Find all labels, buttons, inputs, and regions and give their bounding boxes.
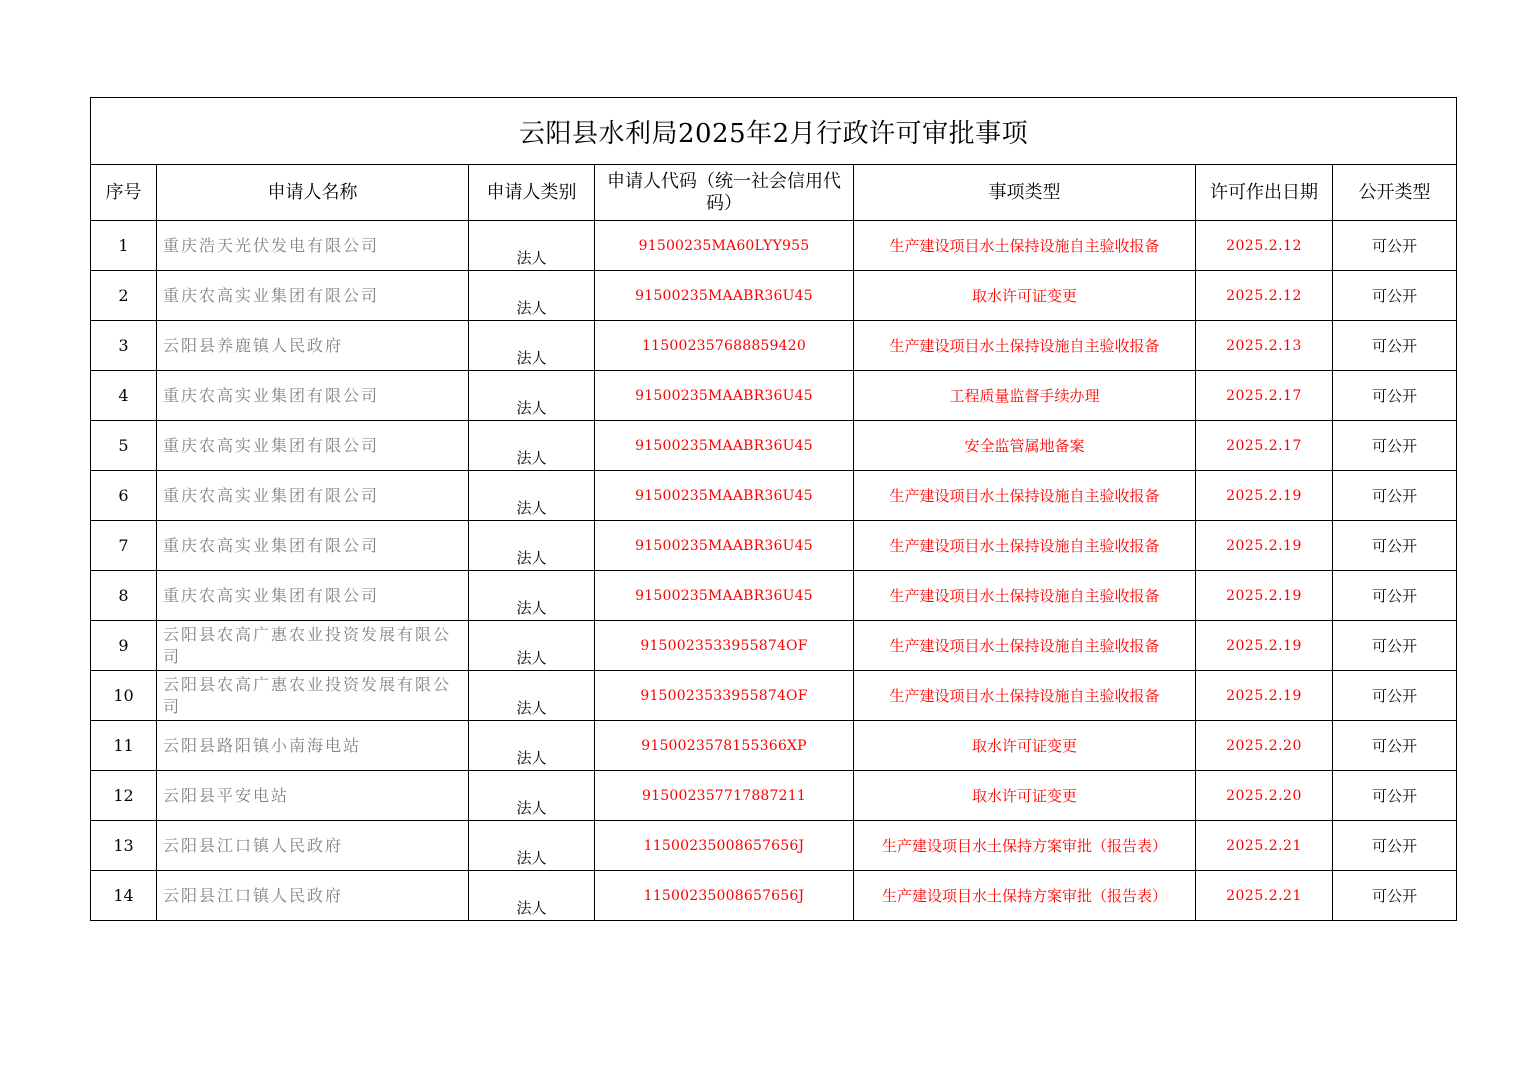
cell-applicant-category bbox=[469, 421, 595, 471]
table-row bbox=[91, 571, 1457, 621]
cell-credit-code: 91500235MA60LYY955 bbox=[595, 221, 854, 271]
cell-matter-type: 生产建设项目水土保持设施自主验收报备 bbox=[854, 571, 1196, 621]
category-label: 法人 bbox=[516, 249, 547, 267]
cell-applicant-category bbox=[469, 671, 595, 721]
table-row bbox=[91, 271, 1457, 321]
cell-permit-date: 2025.2.12 bbox=[1196, 221, 1333, 271]
table-row bbox=[91, 721, 1457, 771]
cell-seq: 5 bbox=[91, 421, 157, 471]
category-label: 法人 bbox=[516, 549, 547, 567]
category-label: 法人 bbox=[516, 599, 547, 617]
cell-credit-code: 91500235MAABR36U45 bbox=[595, 421, 854, 471]
cell-matter-type: 生产建设项目水土保持设施自主验收报备 bbox=[854, 471, 1196, 521]
table-title: 云阳县水利局2025年2月行政许可审批事项 bbox=[91, 98, 1457, 165]
cell-public-type: 可公开 bbox=[1333, 671, 1457, 721]
cell-matter-type: 生产建设项目水土保持设施自主验收报备 bbox=[854, 321, 1196, 371]
cell-public-type: 可公开 bbox=[1333, 721, 1457, 771]
table-row bbox=[91, 371, 1457, 421]
cell-applicant-category bbox=[469, 721, 595, 771]
cell-seq: 11 bbox=[91, 721, 157, 771]
category-label: 法人 bbox=[516, 649, 547, 667]
cell-credit-code: 91500235MAABR36U45 bbox=[595, 521, 854, 571]
cell-credit-code: 91500235MAABR36U45 bbox=[595, 471, 854, 521]
cell-credit-code: 11500235008657656J bbox=[595, 821, 854, 871]
cell-seq: 9 bbox=[91, 621, 157, 671]
cell-applicant-category bbox=[469, 571, 595, 621]
cell-matter-type: 安全监管属地备案 bbox=[854, 421, 1196, 471]
cell-seq: 4 bbox=[91, 371, 157, 421]
cell-applicant-name: 云阳县养鹿镇人民政府 bbox=[157, 321, 469, 371]
category-label: 法人 bbox=[516, 349, 547, 367]
header-date: 许可作出日期 bbox=[1196, 165, 1333, 221]
header-seq: 序号 bbox=[91, 165, 157, 221]
cell-credit-code: 91500235MAABR36U45 bbox=[595, 271, 854, 321]
cell-applicant-category bbox=[469, 471, 595, 521]
cell-public-type: 可公开 bbox=[1333, 371, 1457, 421]
cell-applicant-category bbox=[469, 271, 595, 321]
table-row bbox=[91, 671, 1457, 721]
cell-permit-date: 2025.2.17 bbox=[1196, 371, 1333, 421]
table-row bbox=[91, 521, 1457, 571]
cell-seq: 1 bbox=[91, 221, 157, 271]
header-name: 申请人名称 bbox=[157, 165, 469, 221]
cell-applicant-name: 云阳县农高广惠农业投资发展有限公司 bbox=[157, 621, 469, 671]
category-label: 法人 bbox=[516, 399, 547, 417]
cell-public-type: 可公开 bbox=[1333, 221, 1457, 271]
cell-permit-date: 2025.2.13 bbox=[1196, 321, 1333, 371]
cell-seq: 7 bbox=[91, 521, 157, 571]
cell-public-type: 可公开 bbox=[1333, 271, 1457, 321]
table-row bbox=[91, 821, 1457, 871]
cell-applicant-name: 云阳县农高广惠农业投资发展有限公司 bbox=[157, 671, 469, 721]
cell-permit-date: 2025.2.20 bbox=[1196, 771, 1333, 821]
cell-matter-type: 生产建设项目水土保持方案审批（报告表） bbox=[854, 821, 1196, 871]
cell-public-type: 可公开 bbox=[1333, 571, 1457, 621]
cell-applicant-name: 重庆农高实业集团有限公司 bbox=[157, 371, 469, 421]
table-row bbox=[91, 621, 1457, 671]
table-row bbox=[91, 471, 1457, 521]
category-label: 法人 bbox=[516, 799, 547, 817]
cell-matter-type: 生产建设项目水土保持设施自主验收报备 bbox=[854, 221, 1196, 271]
category-label: 法人 bbox=[516, 499, 547, 517]
cell-permit-date: 2025.2.21 bbox=[1196, 821, 1333, 871]
cell-public-type: 可公开 bbox=[1333, 871, 1457, 921]
table-row bbox=[91, 421, 1457, 471]
cell-applicant-category bbox=[469, 521, 595, 571]
cell-applicant-name: 云阳县江口镇人民政府 bbox=[157, 821, 469, 871]
table-row bbox=[91, 221, 1457, 271]
cell-seq: 8 bbox=[91, 571, 157, 621]
cell-seq: 6 bbox=[91, 471, 157, 521]
cell-applicant-name: 云阳县路阳镇小南海电站 bbox=[157, 721, 469, 771]
cell-public-type: 可公开 bbox=[1333, 621, 1457, 671]
cell-matter-type: 工程质量监督手续办理 bbox=[854, 371, 1196, 421]
header-row bbox=[91, 165, 1457, 221]
cell-applicant-category bbox=[469, 221, 595, 271]
cell-permit-date: 2025.2.19 bbox=[1196, 671, 1333, 721]
cell-matter-type: 生产建设项目水土保持方案审批（报告表） bbox=[854, 871, 1196, 921]
cell-applicant-category bbox=[469, 871, 595, 921]
table-row bbox=[91, 321, 1457, 371]
cell-applicant-category bbox=[469, 771, 595, 821]
cell-credit-code: 915002357717887211 bbox=[595, 771, 854, 821]
category-label: 法人 bbox=[516, 699, 547, 717]
cell-public-type: 可公开 bbox=[1333, 821, 1457, 871]
cell-credit-code: 9150023578155366XP bbox=[595, 721, 854, 771]
cell-permit-date: 2025.2.12 bbox=[1196, 271, 1333, 321]
cell-seq: 12 bbox=[91, 771, 157, 821]
cell-matter-type: 生产建设项目水土保持设施自主验收报备 bbox=[854, 671, 1196, 721]
cell-applicant-name: 云阳县平安电站 bbox=[157, 771, 469, 821]
cell-permit-date: 2025.2.17 bbox=[1196, 421, 1333, 471]
cell-credit-code: 115002357688859420 bbox=[595, 321, 854, 371]
cell-applicant-category bbox=[469, 371, 595, 421]
cell-applicant-name: 重庆农高实业集团有限公司 bbox=[157, 271, 469, 321]
cell-seq: 3 bbox=[91, 321, 157, 371]
cell-public-type: 可公开 bbox=[1333, 771, 1457, 821]
cell-permit-date: 2025.2.19 bbox=[1196, 471, 1333, 521]
cell-public-type: 可公开 bbox=[1333, 521, 1457, 571]
cell-applicant-category bbox=[469, 321, 595, 371]
cell-matter-type: 取水许可证变更 bbox=[854, 771, 1196, 821]
cell-credit-code: 11500235008657656J bbox=[595, 871, 854, 921]
category-label: 法人 bbox=[516, 849, 547, 867]
cell-permit-date: 2025.2.21 bbox=[1196, 871, 1333, 921]
cell-applicant-name: 重庆农高实业集团有限公司 bbox=[157, 471, 469, 521]
cell-matter-type: 生产建设项目水土保持设施自主验收报备 bbox=[854, 521, 1196, 571]
cell-permit-date: 2025.2.20 bbox=[1196, 721, 1333, 771]
cell-permit-date: 2025.2.19 bbox=[1196, 571, 1333, 621]
header-category: 申请人类别 bbox=[469, 165, 595, 221]
cell-credit-code: 9150023533955874OF bbox=[595, 671, 854, 721]
category-label: 法人 bbox=[516, 899, 547, 917]
cell-matter-type: 取水许可证变更 bbox=[854, 271, 1196, 321]
cell-applicant-category bbox=[469, 621, 595, 671]
cell-credit-code: 9150023533955874OF bbox=[595, 621, 854, 671]
cell-public-type: 可公开 bbox=[1333, 321, 1457, 371]
permit-table bbox=[90, 97, 1457, 921]
cell-applicant-name: 云阳县江口镇人民政府 bbox=[157, 871, 469, 921]
header-public: 公开类型 bbox=[1333, 165, 1457, 221]
cell-credit-code: 91500235MAABR36U45 bbox=[595, 571, 854, 621]
cell-seq: 10 bbox=[91, 671, 157, 721]
cell-credit-code: 91500235MAABR36U45 bbox=[595, 371, 854, 421]
cell-applicant-category bbox=[469, 821, 595, 871]
cell-seq: 13 bbox=[91, 821, 157, 871]
category-label: 法人 bbox=[516, 299, 547, 317]
cell-seq: 14 bbox=[91, 871, 157, 921]
cell-seq: 2 bbox=[91, 271, 157, 321]
cell-applicant-name: 重庆农高实业集团有限公司 bbox=[157, 571, 469, 621]
table-row bbox=[91, 871, 1457, 921]
cell-applicant-name: 重庆浩天光伏发电有限公司 bbox=[157, 221, 469, 271]
cell-applicant-name: 重庆农高实业集团有限公司 bbox=[157, 421, 469, 471]
cell-applicant-name: 重庆农高实业集团有限公司 bbox=[157, 521, 469, 571]
cell-matter-type: 生产建设项目水土保持设施自主验收报备 bbox=[854, 621, 1196, 671]
cell-matter-type: 取水许可证变更 bbox=[854, 721, 1196, 771]
category-label: 法人 bbox=[516, 449, 547, 467]
header-type: 事项类型 bbox=[854, 165, 1196, 221]
cell-public-type: 可公开 bbox=[1333, 471, 1457, 521]
header-code: 申请人代码（统一社会信用代码） bbox=[595, 165, 854, 221]
cell-public-type: 可公开 bbox=[1333, 421, 1457, 471]
table-row bbox=[91, 771, 1457, 821]
cell-permit-date: 2025.2.19 bbox=[1196, 621, 1333, 671]
cell-permit-date: 2025.2.19 bbox=[1196, 521, 1333, 571]
category-label: 法人 bbox=[516, 749, 547, 767]
